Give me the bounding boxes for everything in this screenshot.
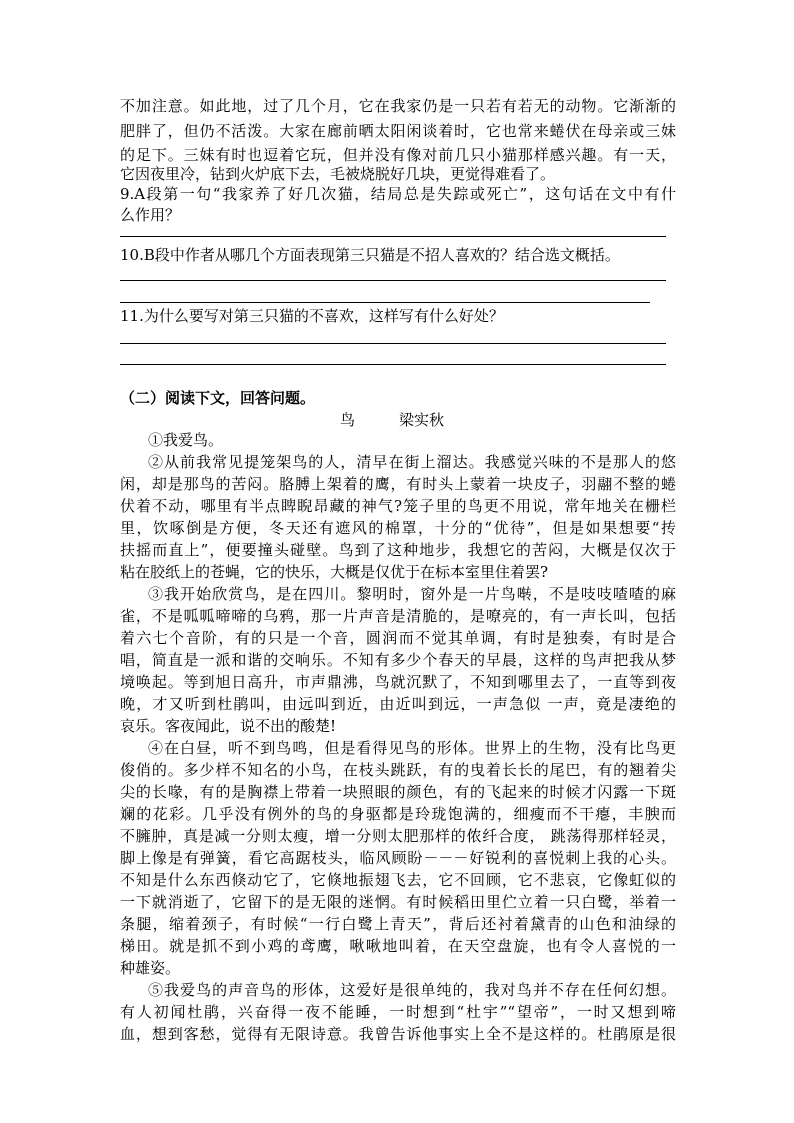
passage-line: 不加注意。如此地，过了几个月，它在我家仍是一只若有若无的动物。它渐渐的: [120, 97, 676, 115]
question-11: 11.为什么要写对第三只猫的不喜欢，这样写有什么好处？: [120, 307, 504, 325]
paragraph-line: 雀，不是呱呱啼啼的乌鸦，那一片声音是清脆的，是嘹亮的，有一声长叫，包括: [120, 607, 676, 625]
paragraph-line: 着六七个音阶，有的只是一个音，圆润而不觉其单调，有时是独奏，有时是合: [120, 629, 676, 647]
paragraph-line: 尖的长喙，有的是胸襟上带着一块照眼的颜色，有的飞起来的时候才闪露一下斑: [120, 783, 676, 801]
question-10: 10.B段中作者从哪几个方面表现第三只猫是不招人喜欢的？结合选文概括。: [120, 246, 620, 264]
article-title-text: 鸟: [340, 411, 356, 429]
paragraph-line: 条腿，缩着颈子，有时候“一行白鹭上青天”，背后还衬着黛青的山色和油绿的: [120, 915, 676, 933]
answer-line: [120, 302, 650, 303]
paragraph-line: 种雄姿。: [120, 959, 181, 977]
paragraph-line: ①我爱鸟。: [148, 431, 224, 449]
answer-line: [120, 280, 666, 281]
question-9-line: 9.A段第一句“我家养了好几次猫，结局总是失踪或死亡”，这句话在文中有什: [120, 185, 676, 203]
paragraph-line: ②从前我常见提笼架鸟的人，清早在街上溜达。我感觉兴味的不是那人的悠: [148, 453, 676, 471]
paragraph-line: 俊俏的。多少样不知名的小鸟，在枝头跳跃，有的曳着长长的尾巴，有的翘着尖: [120, 761, 676, 779]
question-9-line: 么作用？: [120, 206, 181, 224]
paragraph-line: ⑤我爱鸟的声音鸟的形体，这爱好是很单纯的，我对鸟并不存在任何幻想。: [148, 981, 676, 999]
paragraph-line: 唱，简直是一派和谐的交响乐。不知有多少个春天的早晨，这样的鸟声把我从梦: [120, 651, 676, 669]
paragraph-line: 梯田。就是抓不到小鸡的鸢鹰，啾啾地叫着，在天空盘旋，也有令人喜悦的一: [120, 937, 676, 955]
paragraph-line: 闲，却是那鸟的苦闷。胳膊上架着的鹰，有时头上蒙着一块皮子，羽翮不整的蜷: [120, 475, 676, 493]
paragraph-line: 不知是什么东西倏动它了，它倏地振翅飞去，它不回顾，它不悲哀，它像虹似的: [120, 871, 676, 889]
answer-line: [120, 364, 666, 365]
paragraph-line: 粘在胶纸上的苍蝇，它的快乐，大概是仅优于在标本室里住着罢?: [120, 563, 549, 581]
article-title: [340, 409, 444, 431]
paragraph-line: 扶摇而直上”，便要撞头碰壁。鸟到了这种地步，我想它的苦闷，大概是仅次于: [120, 541, 676, 559]
section-heading: （二）阅读下文，回答问题。: [120, 389, 316, 407]
paragraph-line: 一下就消逝了，它留下的是无限的迷惘。有时候稻田里伫立着一只白鹭，举着一: [120, 893, 676, 911]
paragraph-line: 伏着不动，哪里有半点睥睨昂藏的神气?笼子里的鸟更不用说，常年地关在栅栏: [120, 497, 676, 515]
paragraph-line: 不臃肿，真是减一分则太瘦，增一分则太肥那样的侬纤合度， 跳荡得那样轻灵，: [120, 827, 676, 845]
paragraph-line: 哀乐。客夜闻此，说不出的酸楚!: [120, 717, 337, 735]
paragraph-line: 血，想到客愁，觉得有无限诗意。我曾告诉他事实上全不是这样的。杜鹃原是很: [120, 1025, 676, 1043]
answer-line: [120, 343, 666, 344]
paragraph-line: ④在白昼，听不到鸟鸣，但是看得见鸟的形体。世界上的生物，没有比鸟更: [148, 739, 676, 757]
answer-line: [120, 236, 666, 237]
paragraph-line: 晚，才又听到杜鹃叫，由远叫到近，由近叫到远，一声急似 一声，竟是凄绝的: [120, 695, 676, 713]
paragraph-line: 里，饮啄倒是方便，冬天还有遮风的棉罩，十分的“优待”，但是如果想要“抟: [120, 519, 676, 537]
paragraph-line: 斓的花彩。几乎没有例外的鸟的身驱都是玲珑饱满的，细瘦而不干瘪，丰腴而: [120, 805, 676, 823]
paragraph-line: 有人初闻杜鹃，兴奋得一夜不能睡，一时想到“杜宇”“望帝”，一时又想到啼: [120, 1003, 676, 1021]
passage-line: 的足下。三妹有时也逗着它玩，但并没有像对前几只小猫那样感兴趣。有一天，: [120, 146, 676, 164]
paragraph-line: 境唤起。等到旭日高升，市声鼎沸，鸟就沉默了，不知到哪里去了，一直等到夜: [120, 673, 676, 691]
passage-line: 它因夜里冷，钻到火炉底下去，毛被烧脱好几块，更觉得难看了。: [120, 165, 556, 183]
article-author: 梁实秋: [399, 411, 445, 429]
paragraph-line: ③我开始欣赏鸟，是在四川。黎明时，窗外是一片鸟啭，不是吱吱喳喳的麻: [148, 585, 676, 603]
passage-line: 肥胖了，但仍不活泼。大家在廊前晒太阳闲谈着时，它也常来蜷伏在母亲或三妹: [120, 122, 676, 140]
paragraph-line: 脚上像是有弹簧，看它高踞枝头，临风顾盼－－－好锐利的喜悦刺上我的心头。: [120, 849, 676, 867]
